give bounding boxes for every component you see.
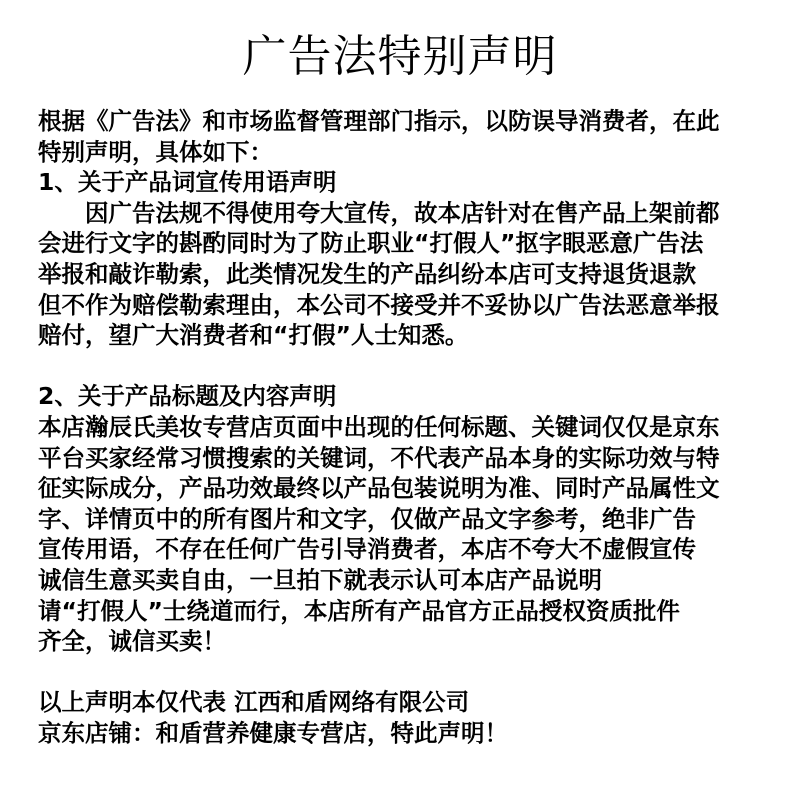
section1-heading: 1、关于产品词宣传用语声明 <box>38 168 337 197</box>
intro-line-1: 根据《广告法》和市场监督管理部门指示，以防误导消费者，在此 <box>38 107 720 135</box>
closing-line-1: 以上声明本仅代表 江西和盾网络有限公司 <box>38 688 470 717</box>
closing-line-2: 京东店铺：和盾营养健康专营店，特此声明！ <box>38 718 508 747</box>
paragraph-spacer <box>38 351 778 382</box>
section2-line-3: 征实际成分，产品功效最终以产品包装说明为准、同时产品属性文 <box>38 474 720 503</box>
paragraph-spacer <box>38 657 778 688</box>
section2-line-1: 本店瀚辰氏美妆专营店页面中出现的任何标题、关键词仅仅是京东 <box>38 412 720 441</box>
section1-line-4: 但不作为赔偿勒索理由，本公司不接受并不妥协以广告法恶意举报 <box>38 290 720 319</box>
page-title: 广告法特别声明 <box>242 31 558 82</box>
statement-body <box>38 106 778 748</box>
section1-line-2: 会进行文字的斟酌同时为了防止职业“打假人”抠字眼恶意广告法 <box>38 229 704 258</box>
section2-line-7: 请“打假人”士绕道而行，本店所有产品官方正品授权资质批件 <box>38 596 680 625</box>
section2-line-2: 平台买家经常习惯搜索的关键词，不代表产品本身的实际功效与特 <box>38 443 720 472</box>
section2-heading: 2、关于产品标题及内容声明 <box>38 382 337 411</box>
section1-line-3: 举报和敲诈勒索，此类情况发生的产品纠纷本店可支持退货退款 <box>38 259 696 288</box>
section2-line-8: 齐全，诚信买卖！ <box>38 627 226 656</box>
section2-line-5: 宣传用语，不存在任何广告引导消费者，本店不夸大不虚假宣传 <box>38 535 696 564</box>
intro-line-2: 特别声明，具体如下： <box>38 137 273 166</box>
section2-line-6: 诚信生意买卖自由，一旦拍下就表示认可本店产品说明 <box>38 565 602 594</box>
section1-line-5: 赔付，望广大消费者和“打假”人士知悉。 <box>38 321 469 350</box>
section1-line-1: 因广告法规不得使用夸大宣传，故本店针对在售产品上架前都 <box>85 198 720 227</box>
section2-line-4: 字、详情页中的所有图片和文字，仅做产品文字参考，绝非广告 <box>38 504 696 533</box>
